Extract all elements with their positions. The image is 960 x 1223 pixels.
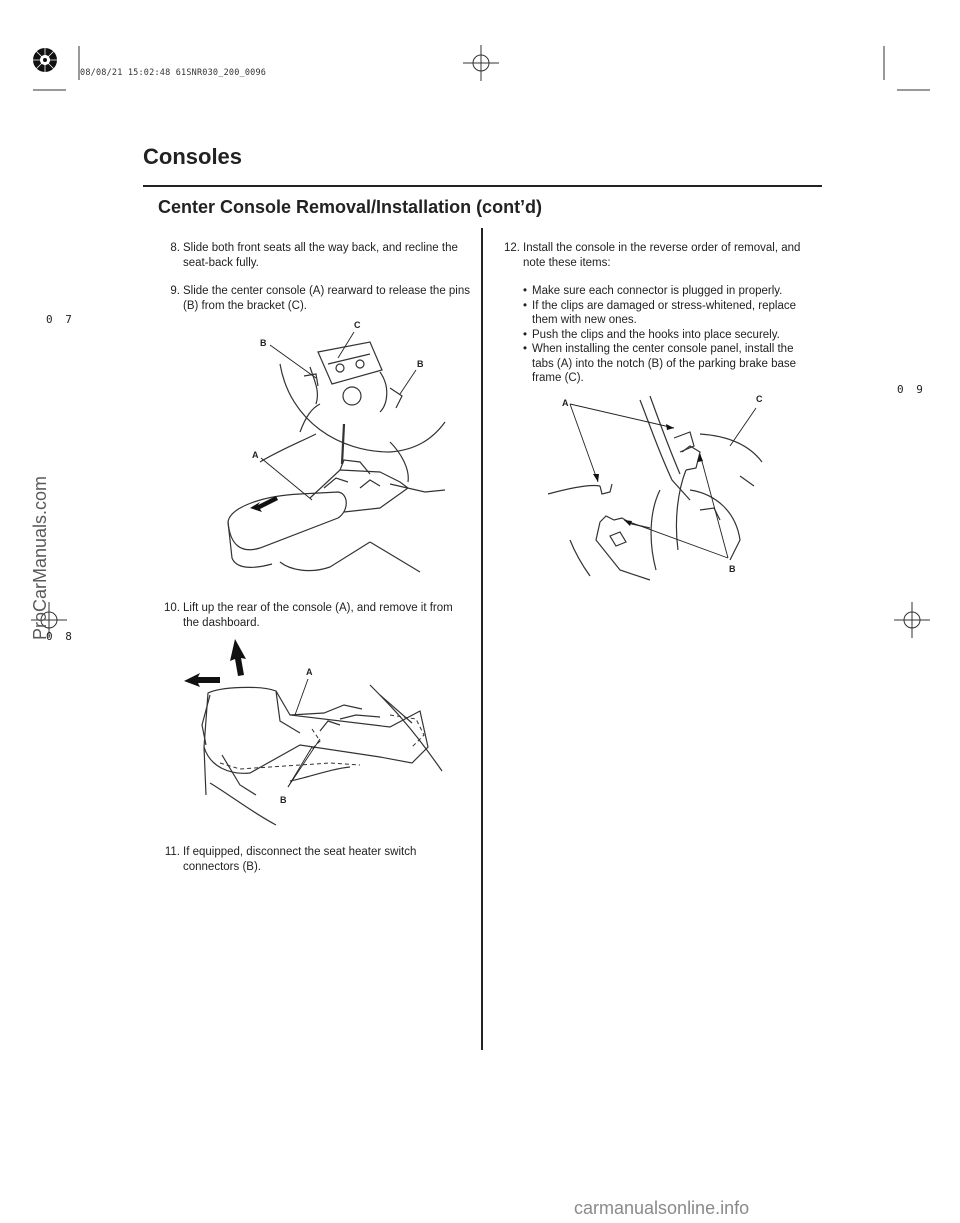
step-number: 9. (170, 285, 180, 297)
figure-console-slide (220, 312, 460, 582)
step-text: Lift up the rear of the console (A), and remove it from the dashboard. (183, 602, 453, 629)
margin-code-right: 0 9 (897, 383, 926, 396)
page-title: Consoles (143, 144, 243, 169)
side-watermark: ProCarManuals.com (30, 475, 50, 640)
margin-code-left-top: 0 7 (46, 313, 75, 326)
callout-a: A (306, 667, 313, 677)
step-text: Install the console in the reverse order of removal, and note these items: (523, 242, 801, 269)
column-divider (481, 228, 483, 1050)
step-text: Slide the center console (A) rearward to release the pins (B) from the bracket (C). (183, 285, 471, 312)
step-number: 11. (164, 846, 180, 858)
callout-b: B (280, 795, 287, 805)
callout-b: B (729, 564, 736, 574)
step-text: If equipped, disconnect the seat heater switch connectors (B). (183, 846, 417, 873)
step-number: 12. (504, 242, 520, 254)
note-item: • When installing the center console panel, install the tabs (A) into the notch (B) of the parking brake base frame (C). (523, 342, 813, 386)
callout-c: C (354, 320, 361, 330)
title-rule (143, 185, 822, 187)
callout-a: A (252, 450, 259, 460)
step-number: 10. (164, 602, 180, 614)
callout-b: B (417, 359, 424, 369)
starburst-mark (33, 48, 57, 72)
note-item: • Push the clips and the hooks into place securely. (523, 328, 813, 343)
footer-watermark: carmanualsonline.info (574, 1198, 750, 1218)
step-number: 8. (170, 242, 180, 254)
step-12-notes (523, 284, 813, 386)
note-item: • If the clips are damaged or stress-whitened, replace them with new ones. (523, 299, 813, 328)
note-item: • Make sure each connector is plugged in properly. (523, 284, 813, 299)
print-stamp: 08/08/21 15:02:48 61SNR030_200_0096 (80, 68, 267, 78)
step-11 (160, 845, 470, 874)
margin-code-left-bottom: 0 8 (46, 630, 75, 643)
step-10 (160, 601, 470, 630)
callout-a: A (562, 398, 569, 408)
step-12 (500, 241, 820, 270)
section-heading: Center Console Removal/Installation (cont’d) (158, 197, 543, 217)
callout-c: C (756, 394, 763, 404)
figure-tab-notch (540, 390, 780, 590)
step-9 (160, 284, 470, 313)
step-8 (160, 241, 470, 270)
figure-console-lift (180, 635, 450, 835)
callout-b: B (260, 338, 267, 348)
step-text: Slide both front seats all the way back, and recline the seat-back fully. (183, 242, 458, 269)
